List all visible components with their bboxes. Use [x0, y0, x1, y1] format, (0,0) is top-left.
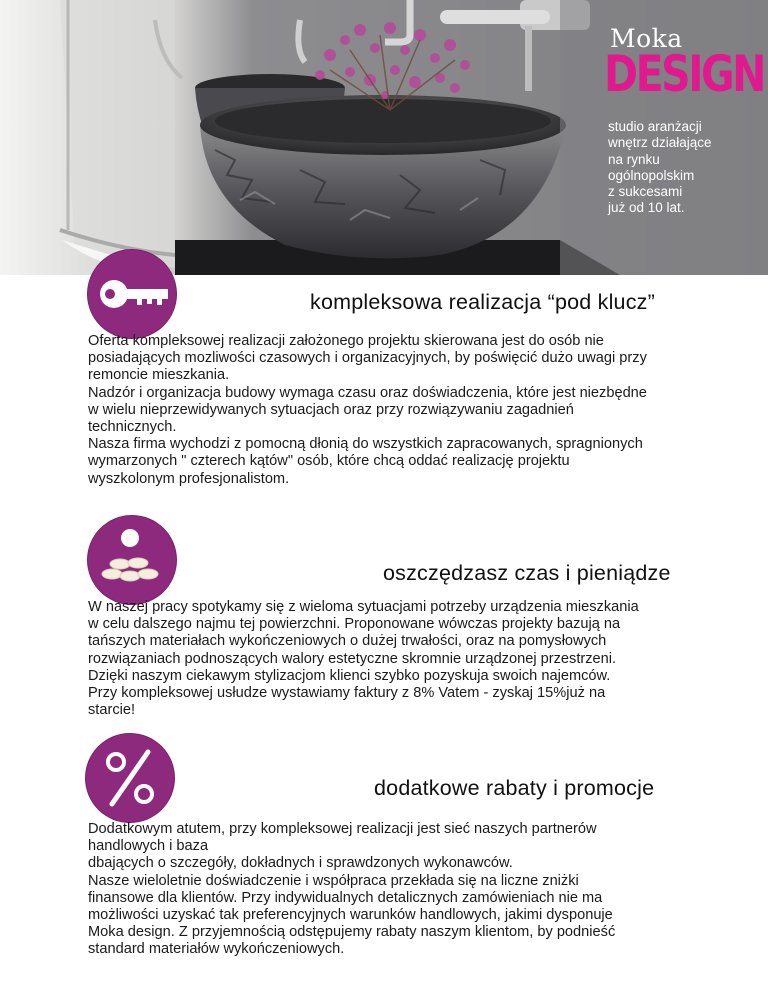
body-line: wymarzonych " czterech kątów" osób, które chcą oddać realizację projektu	[88, 453, 570, 470]
body-line: Nasze wieloletnie doświadczenie i współpraca przekłada się na liczne zniżki	[88, 872, 579, 889]
body-line: Moka design. Z przyjemnością odstępujemy rabaty naszym klientom, by podnieść	[88, 924, 616, 941]
tagline-line: na rynku	[608, 151, 660, 167]
body-line: rozwiązaniach podnoszących walory estetyczne skromnie urządzonej przestrzeni.	[88, 650, 617, 667]
body-line: Nadzór i organizacja budowy wymaga czasu oraz doświadczenia, które jest niezbędne	[88, 384, 647, 401]
section-body-discounts	[88, 821, 615, 959]
tagline-line: wnętrz działające	[608, 135, 712, 151]
body-line: Nasza firma wychodzi z pomocną dłonią do wszystkich zapracowanych, spragnionych	[88, 436, 643, 453]
section-body-save	[88, 599, 639, 719]
tagline-line: z sukcesami	[608, 184, 683, 200]
body-line: tańszych materiałach wykończeniowych o dużej trwałości, oraz na pomysłowych	[88, 633, 607, 650]
body-line: Oferta kompleksowej realizacji założonego projektu skierowana jest do osób nie	[88, 333, 604, 349]
body-line: remoncie mieszkania.	[88, 367, 230, 384]
section-title-turnkey: kompleksowa realizacja “pod klucz”	[310, 290, 655, 314]
section-title-discounts: dodatkowe rabaty i promocje	[374, 776, 655, 800]
body-line: możliwości uzyskać tak preferencyjnych warunków handlowych, jakimi dysponuje	[88, 907, 613, 924]
body-line: w celu dalszego najmu tej powierzchni. Proponowane wówczas projekty bazują na	[88, 616, 621, 633]
percent-icon	[86, 734, 174, 822]
tagline-line: już od 10 lat.	[608, 200, 685, 216]
body-line: dbających o szczegóły, dokładnych i sprawdzonych wykonawców.	[88, 855, 513, 872]
section-title-save: oszczędzasz czas i pieniądze	[383, 561, 671, 585]
body-line: Przy kompleksowej usłudze wystawiamy faktury z 8% Vatem - zyskaj 15%już na	[88, 685, 606, 702]
brand-name-design: DESIGN	[604, 45, 765, 103]
brand-tagline	[608, 119, 763, 217]
section-body-turnkey	[88, 333, 647, 488]
body-line: W naszej pracy spotykamy się z wieloma sytuacjami potrzeby urządzenia mieszkania	[88, 599, 639, 615]
body-line: wyszkolonym profesjonalistom.	[88, 470, 290, 487]
tagline-line: ogólnopolskim	[608, 167, 695, 183]
body-line: handlowych i baza	[88, 838, 209, 855]
body-line: w wielu nieprzewidywanych sytuacjach oraz przy rozwiązywaniu zagadnień	[88, 401, 574, 418]
brand-logo	[604, 24, 765, 103]
body-line: Dzięki naszym ciekawym stylizacjom klienci szybko pozyskuja swoich najemców.	[88, 667, 611, 684]
tagline-line: studio aranżacji	[608, 119, 702, 134]
body-line: technicznych.	[88, 419, 177, 436]
coins-icon	[88, 516, 176, 604]
body-line: standard materiałów wykończeniowych.	[88, 941, 345, 958]
body-line: posiadających mozliwości czasowych i organizacyjnych, by poświęcić dużo uwagi przy	[88, 350, 647, 367]
body-line: finansowe dla klientów. Przy indywidualnych detalicznych zamówieniach nie ma	[88, 889, 603, 906]
key-icon	[88, 250, 176, 338]
body-line: Dodatkowym atutem, przy kompleksowej realizacji jest sieć naszych partnerów	[88, 821, 597, 837]
hero-photo	[0, 0, 768, 275]
body-line: starcie!	[88, 702, 136, 719]
brand-name-moka: Moka	[610, 24, 683, 53]
